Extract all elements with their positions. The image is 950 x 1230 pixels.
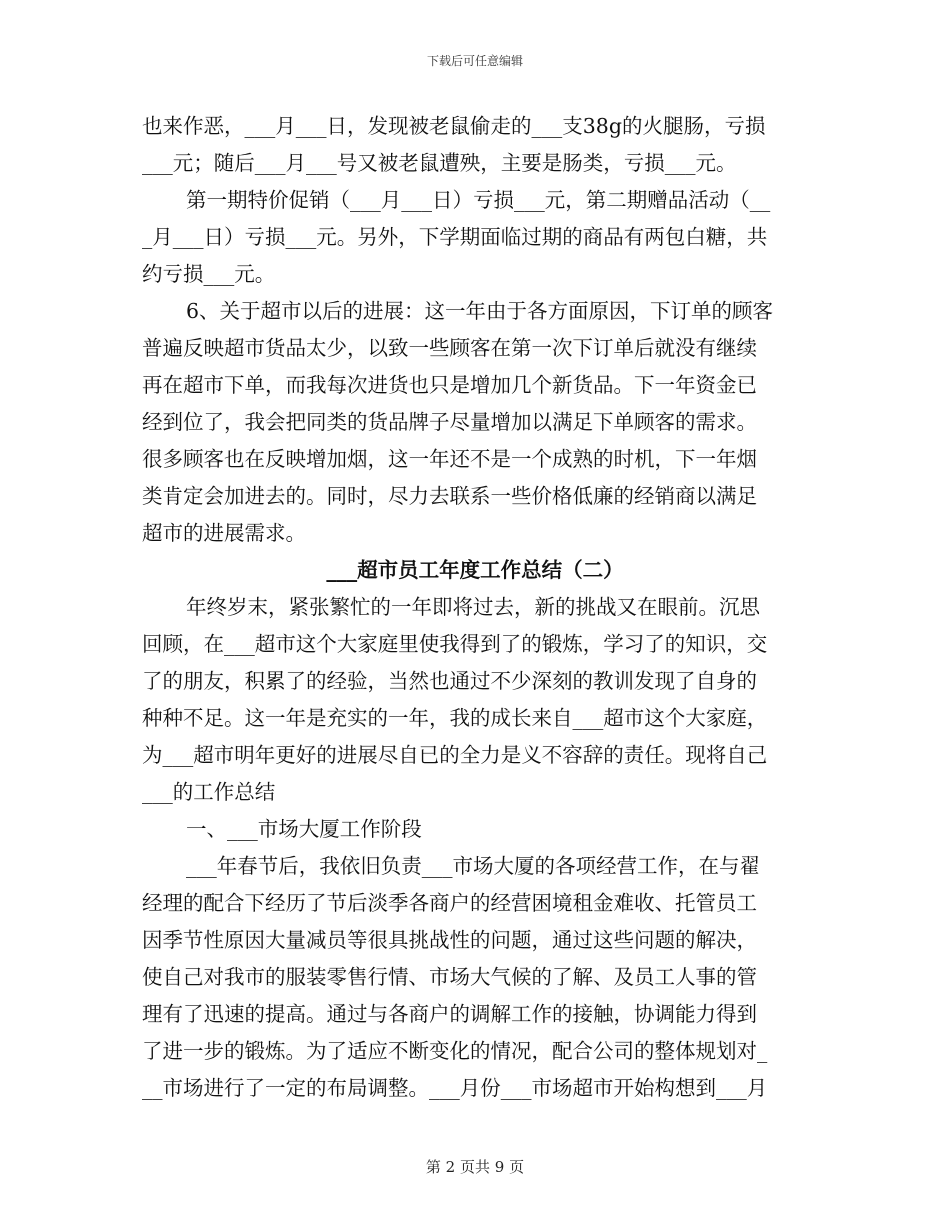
body-line: 普遍反映超市货品太少，以致一些顾客在第一次下订单后就没有继续 [142,336,757,360]
body-line: ___的工作总结 [142,780,276,804]
body-line: 再在超市下单，而我每次进货也只是增加几个新货品。下一年资金已 [142,373,757,397]
body-line: 因季节性原因大量减员等很具挑战性的问题，通过这些问题的解决， [142,928,757,952]
subsection-heading: 一、___市场大厦工作阶段 [186,817,422,841]
body-line: 超市的进展需求。 [142,521,306,545]
page-footer: 第 2 页共 9 页 [425,1158,525,1176]
body-line: 回顾，在___超市这个大家庭里使我得到了的锻炼，学习了的知识，交 [142,632,768,656]
body-line: 第一期特价促销（___月___日）亏损___元，第二期赠品活动（__ [186,188,771,212]
body-line: 也来作恶，___月___日，发现被老鼠偷走的___支38g的火腿肠，亏损 [142,114,766,138]
body-line: 类肯定会加进去的。同时，尽力去联系一些价格低廉的经销商以满足 [142,484,757,508]
body-line: _月___日）亏损___元。另外，下学期面临过期的商品有两包白糖，共 [142,225,768,249]
body-line: 为___超市明年更好的进展尽自已的全力是义不容辞的责任。现将自己 [142,743,768,767]
page-header: 下载后可任意编辑 [426,54,523,68]
body-line: __市场进行了一定的布局调整。___月份___市场超市开始构想到___月 [142,1076,768,1100]
body-line: 经到位了，我会把同类的货品牌子尽量增加以满足下单顾客的需求。 [142,410,757,434]
body-line: 使自己对我市的服装零售行情、市场大气候的了解、及员工人事的管 [142,965,757,989]
body-line: 约亏损___元。 [142,262,276,286]
body-line: 年终岁末，紧张繁忙的一年即将过去，新的挑战又在眼前。沉思 [186,595,760,619]
body-line: 很多顾客也在反映增加烟，这一年还不是一个成熟的时机，下一年烟 [142,447,757,471]
body-line: 经理的配合下经历了节后淡季各商户的经营困境租金难收、托管员工 [142,891,757,915]
body-line: 种种不足。这一年是充实的一年，我的成长来自___超市这个大家庭， [142,706,768,730]
body-line: ___年春节后，我依旧负责___市场大厦的各项经营工作，在与翟 [186,854,760,878]
body-line: ___元；随后___月___号又被老鼠遭殃，主要是肠类，亏损___元。 [142,151,737,175]
body-line: 了进一步的锻炼。为了适应不断变化的情况，配合公司的整体规划对_ [142,1039,768,1063]
section-heading: ___超市员工年度工作总结（二） [326,558,624,582]
document-body [142,108,808,1107]
body-line: 理有了迅速的提高。通过与各商户的调解工作的接触，协调能力得到 [142,1002,757,1026]
body-line: 了的朋友，积累了的经验，当然也通过不少深刻的教训发现了自身的 [142,669,757,693]
body-line: 6、关于超市以后的进展：这一年由于各方面原因，下订单的顾客 [186,299,774,323]
